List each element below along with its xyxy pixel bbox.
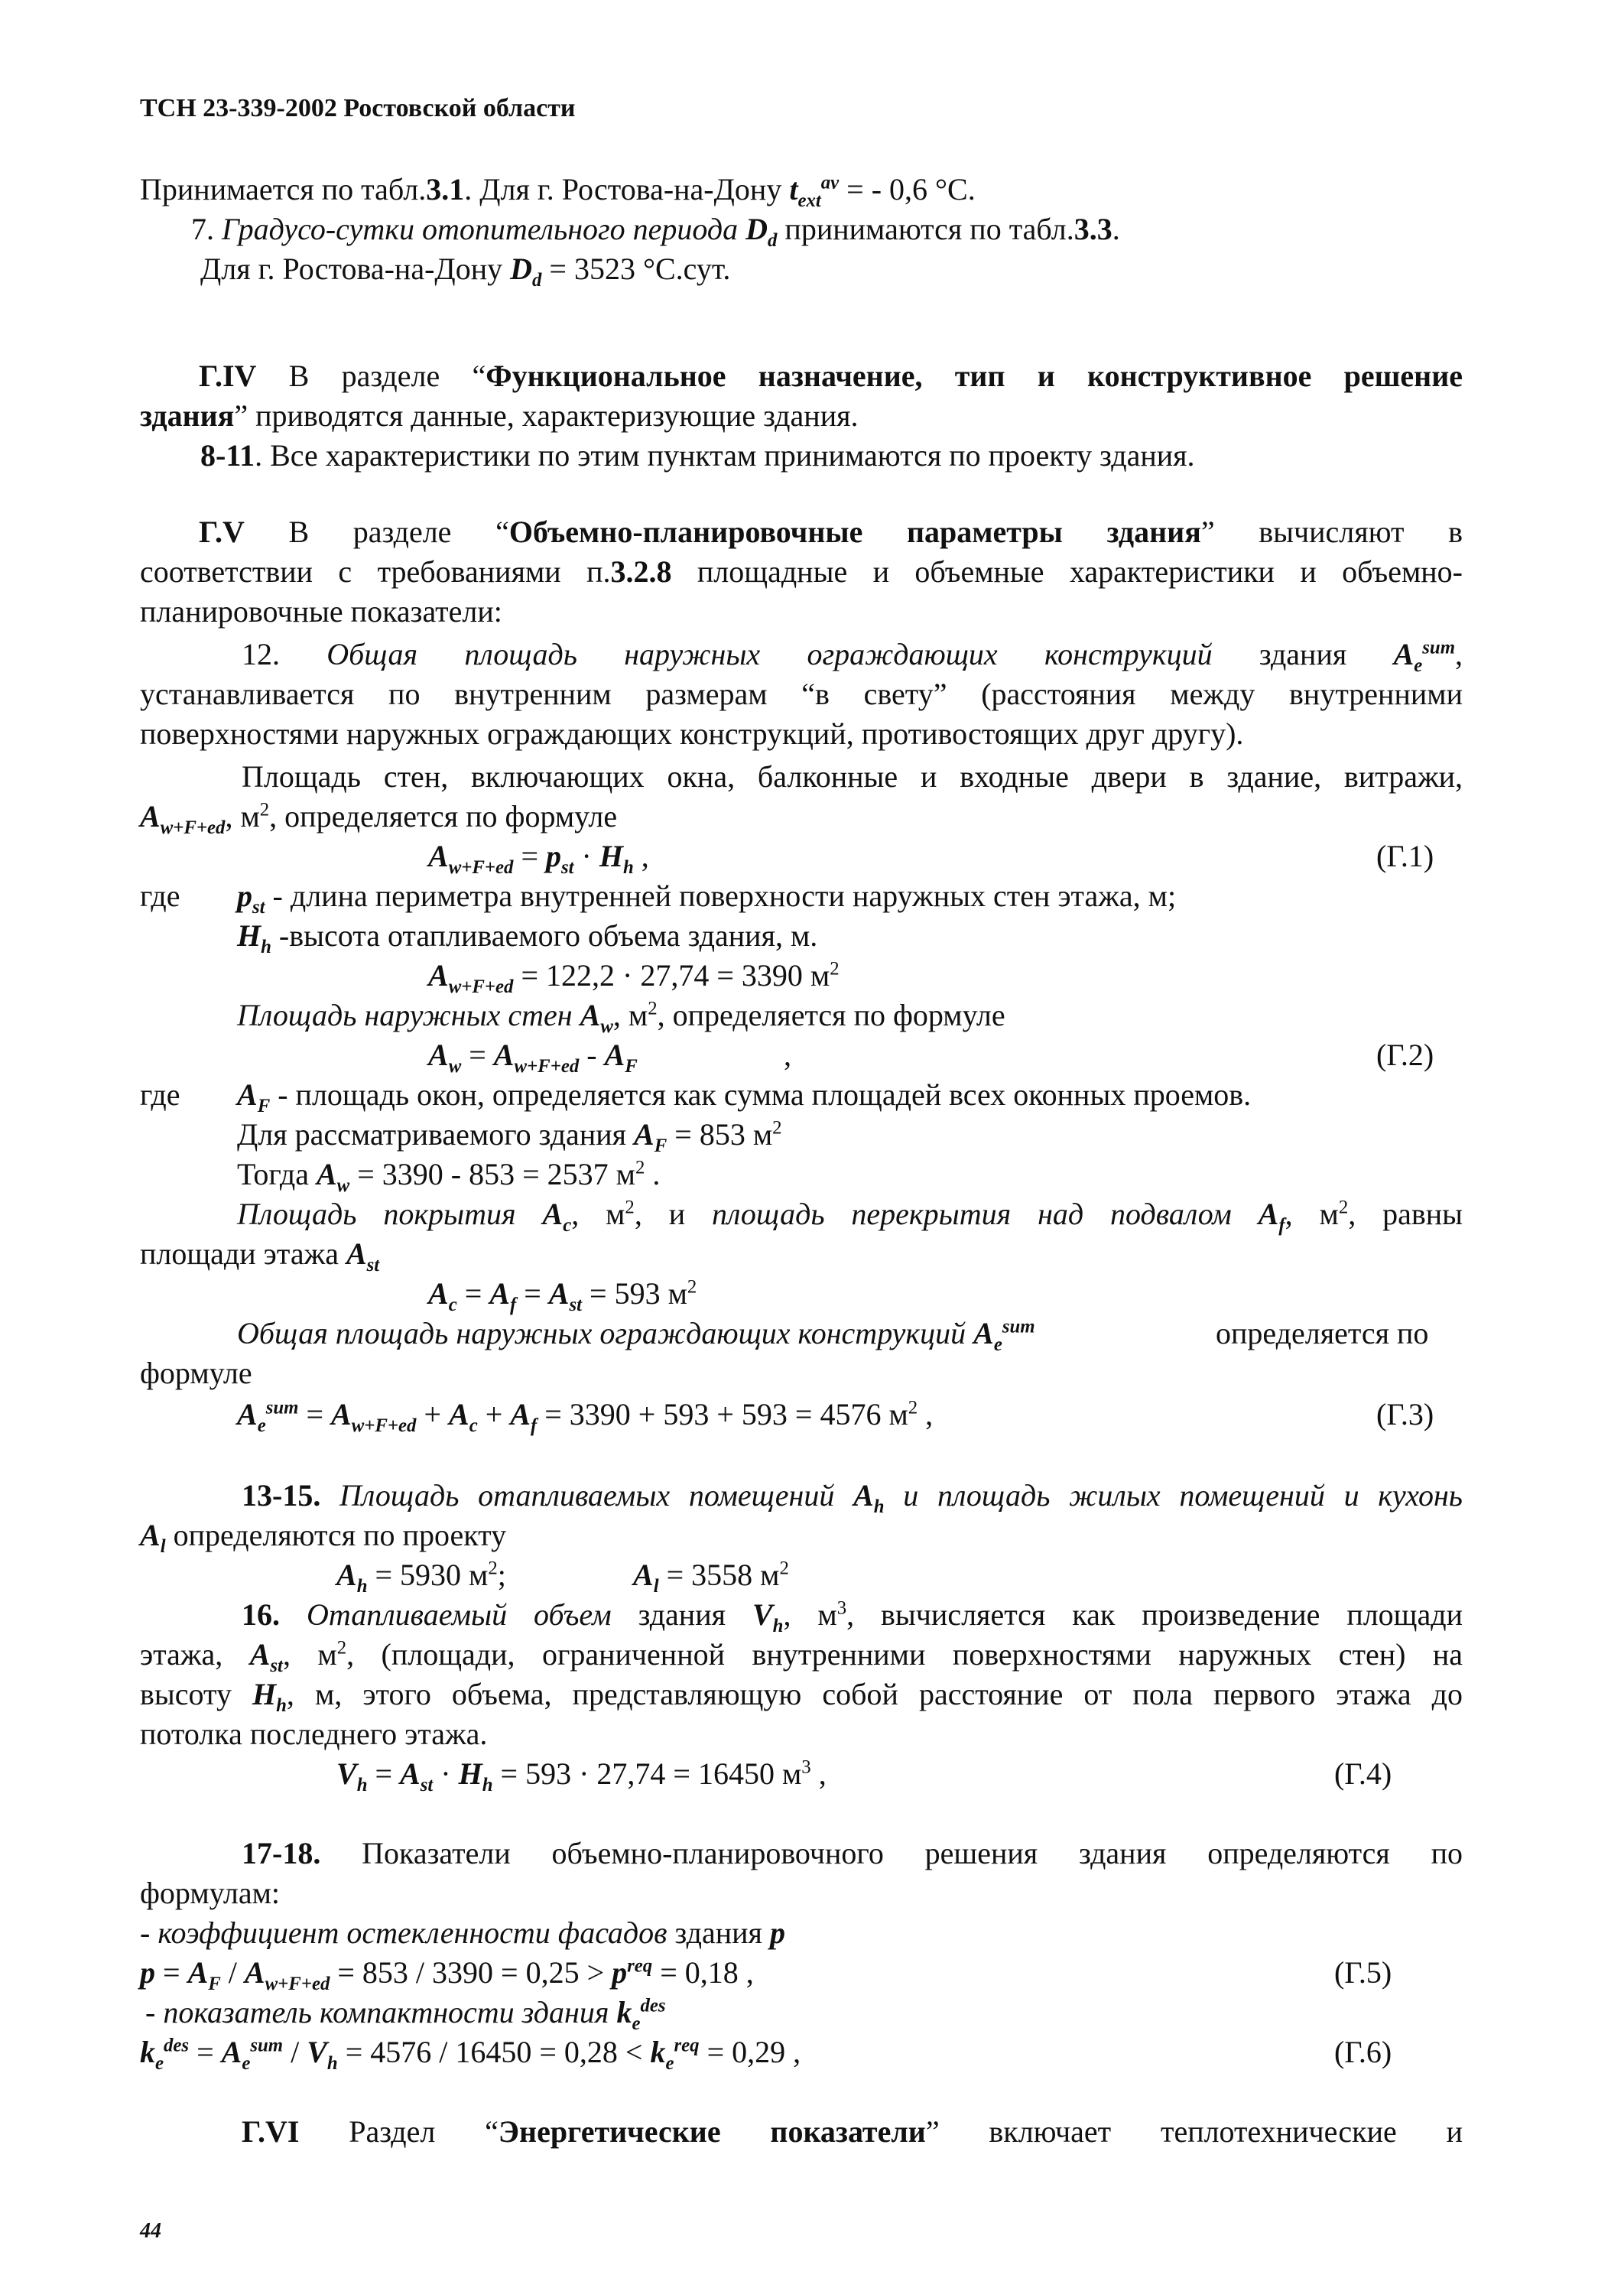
page-number: 44: [140, 2219, 161, 2243]
formula-comma: ,: [784, 1038, 791, 1072]
calc-line: $A_c = A_f = A_{st} = 593$ $м^2$: [428, 1276, 697, 1315]
text-line: здания” приводятся данные, характеризующие здания.: [140, 398, 859, 433]
text-line: $A_{w+F+ed}$, $м^2$, определяется по формуле: [140, 799, 618, 838]
formula-g1: $A_{w+F+ed} = p_{st} \cdot H_h$ ,: [428, 839, 649, 878]
text-line: Для рассматриваемого здания $A_F = 853$ $м^2$: [237, 1117, 782, 1156]
text-line: где: [140, 1077, 180, 1112]
text-line: $p_{st}$ - длина периметра внутренней поверхности наружных стен этажа, м;: [237, 879, 1177, 918]
text-line: - коэффициент остекленности фасадов здания p: [140, 1915, 785, 1950]
text-line: 13-15. Площадь отапливаемых помещений $A_h$ и площадь жилых помещений и кухонь: [242, 1478, 1463, 1517]
calc-line: $A_{w+F+ed} = 122,2 \cdot 27,74 = 3390$ $м^2$: [428, 958, 840, 997]
section-heading: Г.VI Раздел “Энергетические показатели” включает теплотехнические и: [242, 2114, 1463, 2149]
page-header: ТСН 23-339-2002 Ростовской области: [140, 94, 576, 122]
equation-number: (Г.5): [1334, 1955, 1392, 1990]
text-line: 12. Общая площадь наружных ограждающих конструкций здания $A_e^{sum}$,: [242, 637, 1463, 676]
calc-line: $A_l = 3558$ $м^2$: [633, 1558, 789, 1597]
text-line: 8-11. Все характеристики по этим пунктам принимаются по проекту здания.: [200, 438, 1195, 473]
text-line: соответствии с требованиями п.3.2.8 площадные и объемные характеристики и объемно-: [140, 554, 1463, 589]
text-line: определяется по: [1216, 1316, 1429, 1350]
formula-g6: $k_e^{des} = A_e^{sum} / V_h = 4576 / 16450 = 0,28 < k_e^{req} = 0,29$ ,: [140, 2035, 801, 2074]
section-heading: Г.IV В разделе “Функциональное назначение, тип и конструктивное решение: [199, 359, 1463, 393]
text-line: где: [140, 879, 180, 913]
text-line: формулам:: [140, 1876, 281, 1910]
equation-number: (Г.2): [1376, 1038, 1434, 1072]
text-line: Общая площадь наружных ограждающих конструкций $A_e^{sum}$: [237, 1316, 1035, 1355]
text-line: высоту $H_h$, м, этого объема, представляющую собой расстояние от пола первого этажа до: [140, 1677, 1463, 1716]
text-line: 7. Градусо-сутки отопительного периода $D_d$ принимаются по табл.3.3.: [191, 212, 1120, 251]
text-line: Площадь стен, включающих окна, балконные и входные двери в здание, витражи,: [242, 759, 1463, 794]
text-line: поверхностями наружных ограждающих конструкций, противостоящих друг другу).: [140, 716, 1244, 751]
equation-number: (Г.1): [1376, 839, 1434, 873]
text-line: устанавливается по внутренним размерам “в свету” (расстояния между внутренними: [140, 677, 1463, 711]
text-line: формуле: [140, 1356, 252, 1390]
calc-line: $A_h = 5930$ $м^2$;: [336, 1558, 506, 1597]
text-line: 17-18. Показатели объемно-планировочного решения здания определяются по: [242, 1836, 1463, 1870]
text-line: - показатель компактности здания $k_e^{des}$: [145, 1995, 666, 2034]
section-heading: Г.V В разделе “Объемно-планировочные параметры здания” вычисляют в: [199, 515, 1463, 549]
text-line: Для г. Ростова-на-Дону $D_d = 3523$ °С.сут.: [200, 252, 731, 291]
text-line: $A_F$ - площадь окон, определяется как сумма площадей всех оконных проемов.: [237, 1077, 1252, 1116]
text-line: потолка последнего этажа.: [140, 1717, 488, 1751]
text-line: $A_l$ определяются по проекту: [140, 1518, 507, 1557]
text-line: Площадь покрытия $A_c$, $м^2$, и площадь перекрытия над подвалом $A_f$, $м^2$, равны: [237, 1197, 1463, 1236]
text-line: площади этажа $A_{st}$: [140, 1236, 380, 1275]
formula-g3: $A_e^{sum} = A_{w+F+ed} + A_c + A_f = 3390 + 593 + 593 = 4576$ $м^2$ ,: [237, 1397, 934, 1436]
text-line: этажа, $A_{st}$, $м^2$, (площади, ограниченной внутренними поверхностями наружных стен) на: [140, 1637, 1463, 1676]
equation-number: (Г.6): [1334, 2035, 1392, 2069]
text-line: Принимается по табл.3.1. Для г. Ростова-на-Дону $t_{ext}^{av}$ = - 0,6 °С.: [140, 172, 976, 211]
text-line: Площадь наружных стен $A_w$, $м^2$, определяется по формуле: [237, 998, 1005, 1037]
equation-number: (Г.3): [1376, 1397, 1434, 1431]
text-line: 16. Отапливаемый объем здания $V_h$, $м^3$, вычисляется как произведение площади: [242, 1597, 1463, 1636]
formula-g5: $p = A_F / A_{w+F+ed} = 853 / 3390 = 0,25 > p^{req} = 0,18$ ,: [140, 1955, 754, 1994]
text-line: Тогда $A_w = 3390 - 853 = 2537$ $м^2$ .: [237, 1157, 661, 1196]
formula-g4: $V_h = A_{st} \cdot H_h = 593 \cdot 27,74 = 16450$ $м^3$ ,: [336, 1756, 827, 1795]
formula-g2: $A_w = A_{w+F+ed} - A_F$: [428, 1038, 638, 1077]
text-line: $H_h$ -высота отапливаемого объема здания, м.: [237, 918, 818, 957]
equation-number: (Г.4): [1334, 1756, 1392, 1791]
text-line: планировочные показатели:: [140, 594, 502, 629]
